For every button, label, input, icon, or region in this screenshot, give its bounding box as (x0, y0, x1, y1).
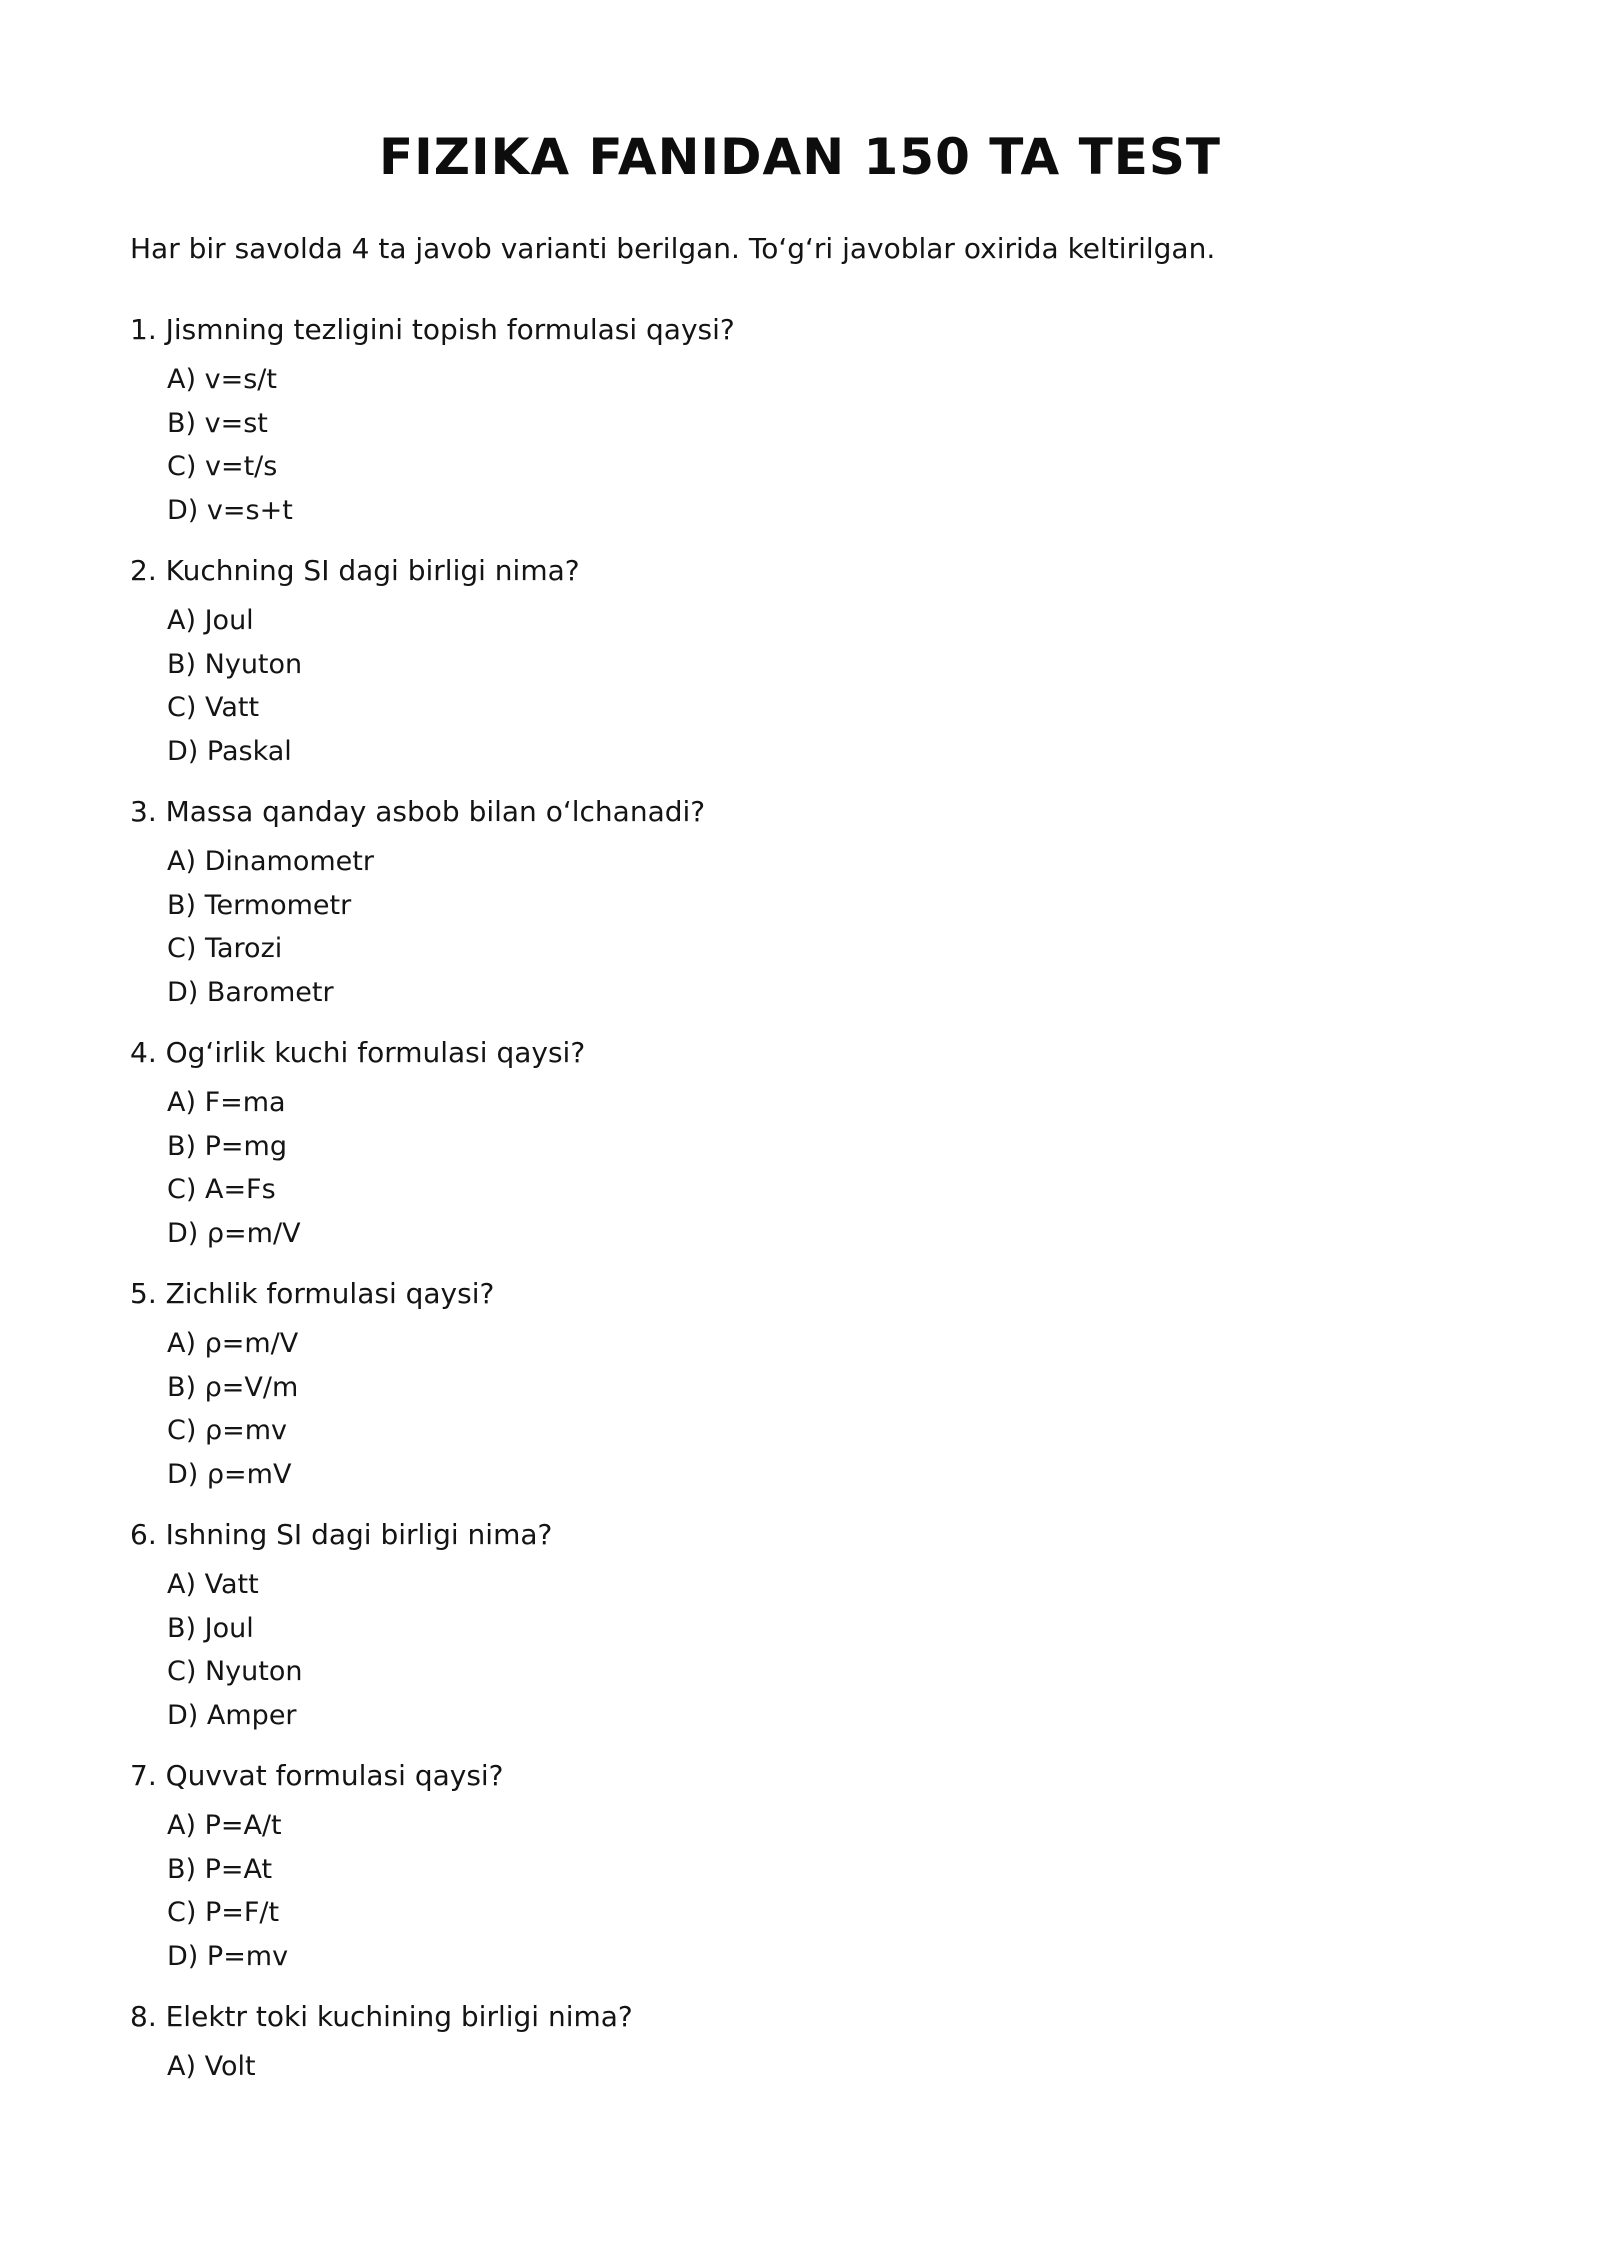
question-list (130, 308, 1470, 2106)
answer-option: A) ρ=m/V (167, 1328, 299, 1359)
question-item (130, 1995, 1470, 2089)
answer-option: A) Dinamometr (167, 846, 374, 877)
answer-option: C) Nyuton (167, 1656, 303, 1687)
answer-options (130, 358, 1470, 532)
answer-option: B) P=mg (167, 1130, 287, 1162)
answer-option: C) P=F/t (167, 1897, 280, 1928)
answer-option: B) v=st (167, 407, 268, 439)
question-text: 8. Elektr toki kuchining birligi nima? (130, 2000, 633, 2033)
question-text: 6. Ishning SI dagi birligi nima? (130, 1518, 553, 1551)
answer-option: B) Nyuton (167, 648, 303, 680)
answer-options (130, 2045, 1470, 2089)
answer-options (130, 1804, 1470, 1978)
answer-option: B) ρ=V/m (167, 1371, 299, 1403)
answer-option: D) ρ=mV (167, 1458, 292, 1490)
answer-option: C) v=t/s (167, 451, 278, 482)
answer-option: B) Joul (167, 1612, 254, 1644)
answer-option: D) P=mv (167, 1940, 289, 1972)
question-text: 1. Jismning tezligini topish formulasi qaysi? (130, 313, 735, 346)
answer-options (130, 1322, 1470, 1496)
question-text: 3. Massa qanday asbob bilan o‘lchanadi? (130, 795, 706, 828)
answer-options (130, 840, 1470, 1014)
answer-option: A) v=s/t (167, 364, 277, 395)
document-title: FIZIKA FANIDAN 150 TA TEST (379, 128, 1221, 186)
question-text: 2. Kuchning SI dagi birligi nima? (130, 554, 580, 587)
answer-option: B) Termometr (167, 889, 352, 921)
question-item (130, 1272, 1470, 1496)
answer-options (130, 1081, 1470, 1255)
question-text: 4. Og‘irlik kuchi formulasi qaysi? (130, 1036, 586, 1069)
answer-option: B) P=At (167, 1853, 273, 1885)
answer-option: C) Vatt (167, 692, 260, 723)
question-item (130, 790, 1470, 1014)
answer-option: C) ρ=mv (167, 1415, 288, 1446)
answer-option: A) Vatt (167, 1569, 259, 1600)
answer-option: C) Tarozi (167, 933, 283, 964)
question-text: 5. Zichlik formulasi qaysi? (130, 1277, 495, 1310)
question-item (130, 549, 1470, 773)
answer-option: A) F=ma (167, 1087, 286, 1118)
answer-option: A) P=A/t (167, 1810, 282, 1841)
answer-options (130, 1563, 1470, 1737)
answer-option: C) A=Fs (167, 1174, 276, 1205)
answer-option: D) Amper (167, 1699, 297, 1731)
question-item (130, 308, 1470, 532)
answer-option: D) v=s+t (167, 494, 293, 526)
question-item (130, 1754, 1470, 1978)
question-text: 7. Quvvat formulasi qaysi? (130, 1759, 504, 1792)
question-item (130, 1513, 1470, 1737)
answer-option: D) Paskal (167, 735, 292, 767)
answer-option: A) Joul (167, 605, 254, 636)
answer-options (130, 599, 1470, 773)
answer-option: D) Barometr (167, 976, 334, 1008)
document-intro: Har bir savolda 4 ta javob varianti berilgan. To‘g‘ri javoblar oxirida keltirilgan. (130, 232, 1216, 265)
answer-option: A) Volt (167, 2051, 256, 2082)
answer-option: D) ρ=m/V (167, 1217, 301, 1249)
question-item (130, 1031, 1470, 1255)
